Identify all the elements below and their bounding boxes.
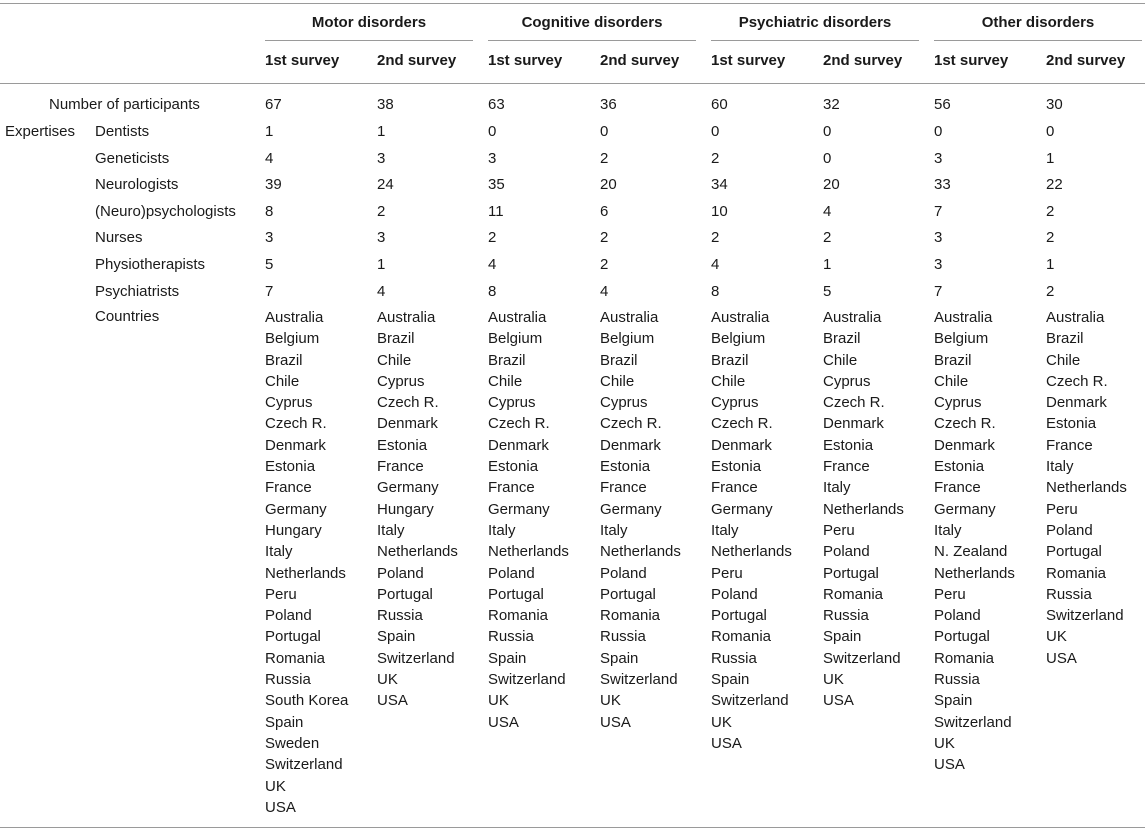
country-item: Spain	[711, 671, 750, 689]
country-item: Romania	[265, 649, 326, 667]
table-cell: 38	[377, 96, 394, 113]
table-cell: 4	[265, 149, 274, 167]
country-item: Peru	[823, 521, 855, 539]
country-item: France	[1046, 436, 1093, 454]
country-item: Brazil	[600, 351, 638, 369]
country-item: Belgium	[265, 330, 320, 348]
survey-header: 2nd survey	[1046, 52, 1126, 69]
country-item: France	[934, 479, 981, 497]
country-item: Portugal	[265, 628, 321, 646]
participants-label: Number of participants	[49, 96, 200, 113]
table-cell: 2	[600, 149, 609, 167]
country-item: Chile	[934, 372, 969, 390]
table-cell: 1	[265, 123, 274, 140]
country-list	[823, 307, 904, 712]
table-cell: 2	[377, 202, 386, 220]
country-item: Spain	[600, 649, 639, 667]
country-item: Brazil	[488, 351, 526, 369]
country-item: Czech R.	[265, 415, 327, 433]
top-rule	[0, 3, 1145, 4]
country-item: Denmark	[1046, 394, 1107, 412]
country-item: Cyprus	[265, 394, 313, 412]
group-rule-motor	[265, 40, 473, 41]
country-item: Brazil	[711, 351, 749, 369]
country-item: Portugal	[600, 585, 656, 603]
country-item: Netherlands	[823, 500, 904, 518]
country-item: Spain	[488, 649, 527, 667]
country-item: Italy	[488, 521, 516, 539]
country-item: France	[711, 479, 758, 497]
country-item: UK	[1046, 628, 1067, 646]
survey-header: 2nd survey	[600, 52, 680, 69]
country-item: Switzerland	[488, 671, 566, 689]
country-list	[934, 307, 1015, 776]
table-cell: 30	[1046, 96, 1063, 113]
country-item: France	[377, 458, 424, 476]
country-item: Germany	[934, 500, 996, 518]
country-item: Italy	[711, 521, 739, 539]
group-rule-other	[934, 40, 1142, 41]
country-item: Chile	[377, 351, 412, 369]
country-item: Romania	[711, 628, 772, 646]
country-item: Denmark	[823, 415, 884, 433]
country-item: Portugal	[488, 585, 544, 603]
country-item: Australia	[934, 309, 993, 326]
country-item: Sweden	[265, 734, 320, 752]
country-item: USA	[823, 692, 854, 710]
country-item: Peru	[265, 585, 297, 603]
country-item: Belgium	[711, 330, 766, 348]
table-cell: 24	[377, 176, 394, 194]
country-item: Italy	[265, 543, 293, 561]
country-list	[600, 307, 681, 733]
country-item: Cyprus	[600, 394, 648, 412]
table-cell: 20	[823, 176, 840, 194]
table-cell: 35	[488, 176, 505, 194]
table-cell: 7	[934, 202, 943, 220]
survey-header: 2nd survey	[377, 52, 457, 69]
country-item: Czech R.	[711, 415, 773, 433]
country-item: Russia	[377, 607, 423, 625]
country-item: Belgium	[600, 330, 655, 348]
country-item: Netherlands	[377, 543, 458, 561]
country-item: Switzerland	[711, 692, 789, 710]
country-item: Hungary	[265, 521, 322, 539]
country-list	[1046, 307, 1127, 669]
country-item: Germany	[711, 500, 773, 518]
table-cell: 3	[934, 256, 943, 273]
country-item: Chile	[488, 372, 523, 390]
country-item: Switzerland	[1046, 607, 1124, 625]
country-item: Czech R.	[823, 394, 885, 412]
table-cell: 4	[600, 282, 609, 300]
expertises-label: Expertises	[5, 123, 76, 140]
country-item: N. Zealand	[934, 543, 1008, 561]
survey-header: 1st survey	[265, 52, 340, 69]
country-item: Australia	[377, 309, 436, 326]
country-item: France	[488, 479, 535, 497]
country-item: USA	[934, 756, 965, 774]
expertise-label: Geneticists	[95, 149, 170, 167]
country-item: Romania	[1046, 564, 1107, 582]
country-item: Italy	[823, 479, 851, 497]
expertise-label: (Neuro)psychologists	[95, 202, 236, 220]
country-item: Russia	[265, 671, 311, 689]
country-item: Denmark	[711, 436, 772, 454]
table-cell: 3	[377, 149, 386, 167]
country-item: Italy	[1046, 458, 1074, 476]
country-list	[377, 307, 458, 712]
country-item: Russia	[1046, 585, 1092, 603]
country-item: Italy	[600, 521, 628, 539]
country-item: Chile	[823, 351, 858, 369]
country-item: Germany	[600, 500, 662, 518]
table-cell: 8	[265, 202, 274, 220]
country-item: Belgium	[488, 330, 543, 348]
country-item: Peru	[711, 564, 743, 582]
country-item: Portugal	[1046, 543, 1102, 561]
country-item: Denmark	[934, 436, 995, 454]
country-item: Spain	[265, 713, 304, 731]
table-cell: 60	[711, 96, 728, 113]
table-cell: 2	[600, 229, 609, 247]
survey-header: 1st survey	[934, 52, 1009, 69]
country-item: Estonia	[934, 458, 985, 476]
country-item: Portugal	[823, 564, 879, 582]
table-cell: 0	[711, 123, 720, 140]
table-cell: 2	[600, 256, 609, 273]
table-cell: 8	[711, 282, 720, 300]
country-item: USA	[1046, 649, 1077, 667]
expertise-label: Physiotherapists	[95, 256, 206, 273]
table-cell: 22	[1046, 176, 1063, 194]
country-item: Czech R.	[377, 394, 439, 412]
country-item: Switzerland	[934, 713, 1012, 731]
table-cell: 2	[823, 229, 832, 247]
country-item: Poland	[488, 564, 535, 582]
country-item: Poland	[600, 564, 647, 582]
country-item: Netherlands	[934, 564, 1015, 582]
country-item: Switzerland	[600, 671, 678, 689]
country-item: UK	[823, 671, 844, 689]
table-cell: 0	[488, 123, 497, 140]
country-item: UK	[711, 713, 732, 731]
country-item: Romania	[934, 649, 995, 667]
table-cell: 3	[488, 149, 497, 167]
group-rule-psychiatric	[711, 40, 919, 41]
country-item: Denmark	[377, 415, 438, 433]
table-cell: 6	[600, 202, 609, 220]
expertise-label: Neurologists	[95, 176, 179, 194]
table-cell: 3	[265, 229, 274, 247]
table-cell: 5	[823, 282, 832, 300]
country-item: Poland	[377, 564, 424, 582]
country-item: Spain	[823, 628, 862, 646]
country-item: Germany	[488, 500, 550, 518]
table-cell: 8	[488, 282, 497, 300]
country-item: USA	[600, 713, 631, 731]
table-cell: 3	[934, 229, 943, 247]
country-item: Estonia	[377, 436, 428, 454]
country-item: Poland	[265, 607, 312, 625]
country-item: Cyprus	[934, 394, 982, 412]
country-item: Brazil	[934, 351, 972, 369]
country-item: Australia	[600, 309, 659, 326]
country-item: UK	[377, 671, 398, 689]
country-item: Netherlands	[265, 564, 346, 582]
country-item: Switzerland	[823, 649, 901, 667]
country-item: Switzerland	[265, 756, 343, 774]
country-item: Australia	[488, 309, 547, 326]
table-cell: 4	[488, 256, 497, 273]
table-cell: 10	[711, 202, 728, 220]
country-item: Cyprus	[488, 394, 536, 412]
table-cell: 2	[1046, 282, 1055, 300]
table-cell: 7	[934, 282, 943, 300]
country-item: Estonia	[488, 458, 539, 476]
table-cell: 7	[265, 282, 274, 300]
country-item: Hungary	[377, 500, 434, 518]
table-cell: 1	[1046, 149, 1055, 167]
country-item: Peru	[934, 585, 966, 603]
country-item: Switzerland	[377, 649, 455, 667]
table-cell: 63	[488, 96, 505, 113]
table-cell: 1	[823, 256, 832, 273]
table-cell: 3	[934, 149, 943, 167]
table-cell: 33	[934, 176, 951, 194]
country-item: Denmark	[265, 436, 326, 454]
table-cell: 2	[711, 229, 720, 247]
table-cell: 32	[823, 96, 840, 113]
country-item: Portugal	[377, 585, 433, 603]
table-cell: 11	[488, 202, 504, 220]
table-cell: 4	[711, 256, 720, 273]
countries-label: Countries	[95, 308, 160, 325]
country-item: Brazil	[377, 330, 415, 348]
country-item: Czech R.	[600, 415, 662, 433]
table-cell: 4	[377, 282, 386, 300]
group-rule-cognitive	[488, 40, 696, 41]
table-cell: 20	[600, 176, 617, 194]
country-item: Poland	[823, 543, 870, 561]
country-item: Netherlands	[488, 543, 569, 561]
country-item: Australia	[265, 309, 324, 326]
country-item: Russia	[488, 628, 534, 646]
country-item: UK	[934, 734, 955, 752]
group-header-cognitive: Cognitive disorders	[521, 14, 663, 31]
table-cell: 0	[934, 123, 943, 140]
country-item: Russia	[934, 671, 980, 689]
country-item: UK	[265, 777, 286, 795]
country-item: USA	[488, 713, 519, 731]
country-item: Denmark	[488, 436, 549, 454]
country-item: Spain	[934, 692, 973, 710]
bottom-rule	[0, 827, 1145, 828]
country-item: Germany	[265, 500, 327, 518]
country-item: Netherlands	[711, 543, 792, 561]
country-item: Russia	[823, 607, 869, 625]
table-cell: 1	[377, 123, 386, 140]
country-item: Estonia	[265, 458, 316, 476]
country-item: South Korea	[265, 692, 349, 710]
country-item: Chile	[1046, 351, 1081, 369]
country-item: Estonia	[600, 458, 651, 476]
country-item: Brazil	[1046, 330, 1084, 348]
country-item: Netherlands	[1046, 479, 1127, 497]
table-cell: 0	[823, 123, 832, 140]
country-list	[711, 307, 792, 754]
country-item: Czech R.	[488, 415, 550, 433]
country-item: UK	[600, 692, 621, 710]
country-item: Italy	[377, 521, 405, 539]
table-cell: 39	[265, 176, 282, 194]
country-item: USA	[377, 692, 408, 710]
expertise-label: Nurses	[95, 229, 143, 247]
country-item: Brazil	[823, 330, 861, 348]
expertise-label: Psychiatrists	[95, 282, 180, 300]
table-cell: 2	[1046, 229, 1055, 247]
country-item: Czech R.	[934, 415, 996, 433]
survey-header: 2nd survey	[823, 52, 903, 69]
survey-header: 1st survey	[711, 52, 786, 69]
country-item: France	[265, 479, 312, 497]
country-item: Russia	[711, 649, 757, 667]
survey-header: 1st survey	[488, 52, 563, 69]
table-cell: 1	[377, 256, 386, 273]
table-cell: 3	[377, 229, 386, 247]
group-header-motor: Motor disorders	[311, 14, 427, 31]
table-cell: 2	[1046, 202, 1055, 220]
table-cell: 67	[265, 96, 282, 113]
table-cell: 1	[1046, 256, 1055, 273]
country-item: Romania	[600, 607, 661, 625]
table-cell: 0	[600, 123, 609, 140]
country-item: UK	[488, 692, 509, 710]
country-item: Australia	[1046, 309, 1105, 326]
country-item: Australia	[823, 309, 882, 326]
country-item: Belgium	[934, 330, 989, 348]
country-item: Peru	[1046, 500, 1078, 518]
country-item: Italy	[934, 521, 962, 539]
country-item: Spain	[377, 628, 416, 646]
country-item: USA	[711, 734, 742, 752]
country-item: Portugal	[934, 628, 990, 646]
country-item: France	[823, 458, 870, 476]
country-item: Brazil	[265, 351, 303, 369]
country-item: Estonia	[823, 436, 874, 454]
group-header-other: Other disorders	[981, 14, 1095, 31]
country-item: Russia	[600, 628, 646, 646]
country-item: Romania	[488, 607, 549, 625]
country-item: Chile	[711, 372, 746, 390]
country-item: Czech R.	[1046, 372, 1108, 390]
table-cell: 2	[711, 149, 720, 167]
country-item: Poland	[711, 585, 758, 603]
country-item: USA	[265, 798, 296, 816]
country-item: Romania	[823, 585, 884, 603]
country-item: Poland	[1046, 521, 1093, 539]
table-cell: 0	[823, 149, 832, 167]
country-item: Germany	[377, 479, 439, 497]
header-rule	[0, 83, 1145, 84]
country-item: Netherlands	[600, 543, 681, 561]
country-item: Estonia	[711, 458, 762, 476]
country-item: Chile	[600, 372, 635, 390]
country-item: Chile	[265, 372, 300, 390]
country-list	[265, 307, 348, 818]
country-item: Estonia	[1046, 415, 1097, 433]
table-cell: 2	[488, 229, 497, 247]
table-cell: 0	[1046, 123, 1055, 140]
country-item: Cyprus	[377, 372, 425, 390]
table-cell: 56	[934, 96, 951, 113]
table-cell: 4	[823, 202, 832, 220]
expertise-label: Dentists	[95, 123, 150, 140]
country-list	[488, 307, 569, 733]
country-item: Portugal	[711, 607, 767, 625]
country-item: Poland	[934, 607, 981, 625]
country-item: France	[600, 479, 647, 497]
country-item: Australia	[711, 309, 770, 326]
table-cell: 36	[600, 96, 617, 113]
table-cell: 34	[711, 176, 728, 194]
table-cell: 5	[265, 256, 274, 273]
group-header-psychiatric: Psychiatric disorders	[738, 14, 892, 31]
country-item: Denmark	[600, 436, 661, 454]
country-item: Cyprus	[711, 394, 759, 412]
country-item: Cyprus	[823, 372, 871, 390]
